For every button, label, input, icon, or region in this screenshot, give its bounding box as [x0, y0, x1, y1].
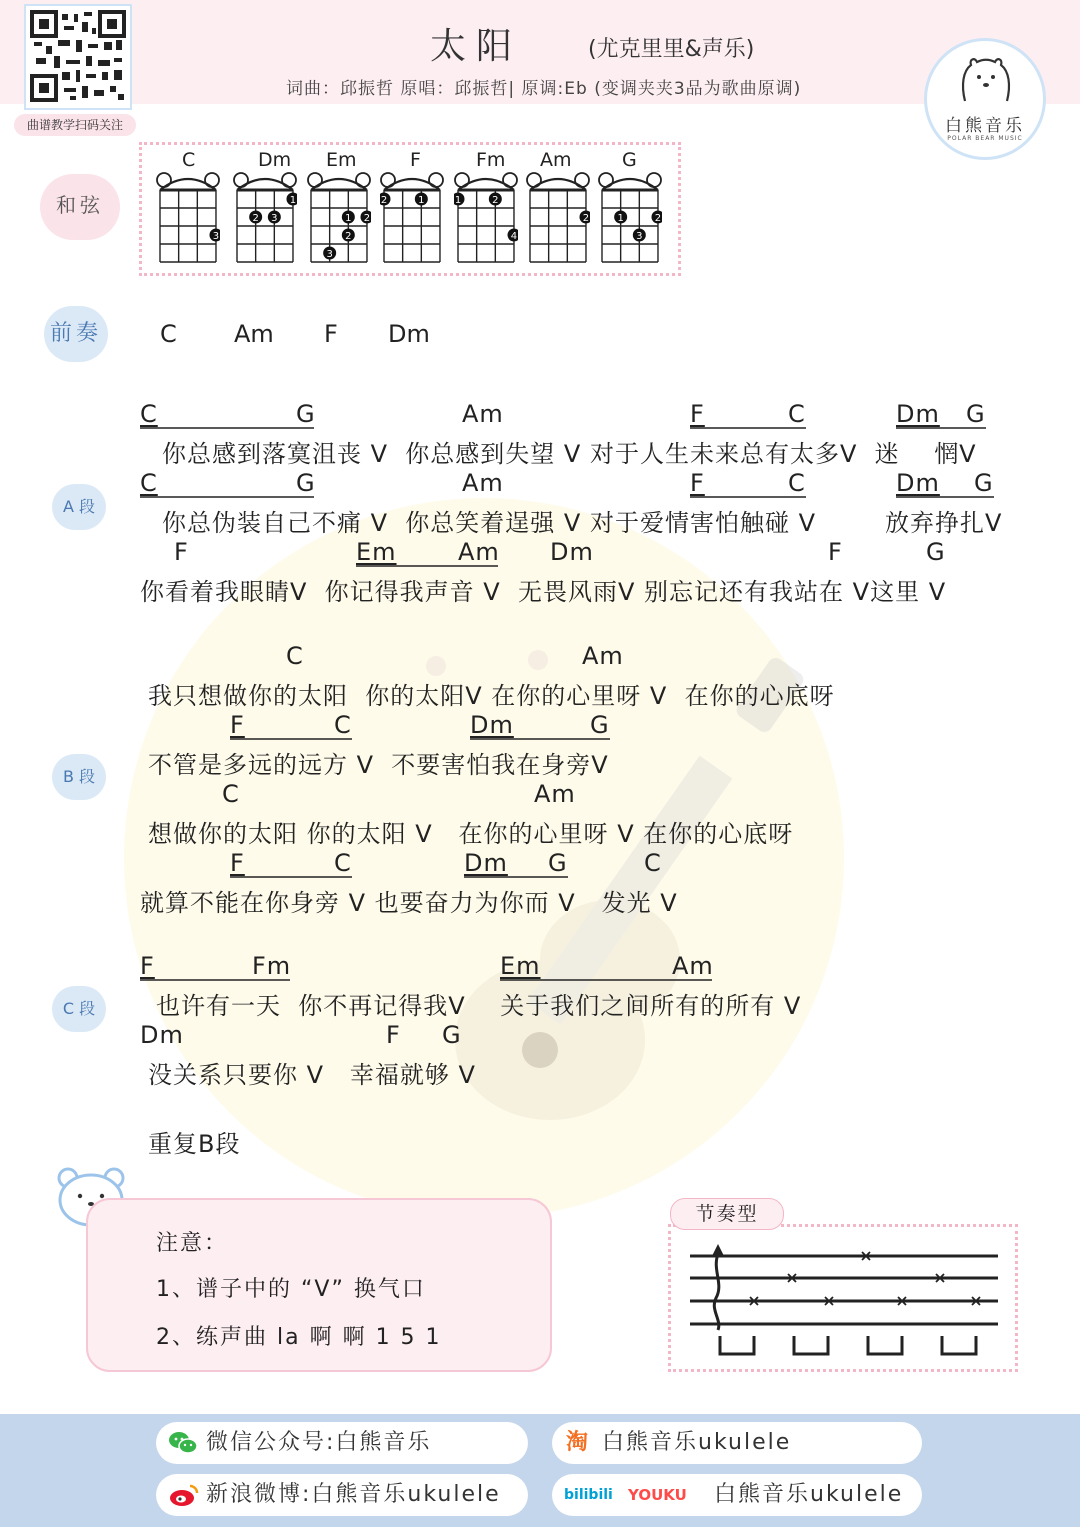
notes-item-2: 2、练声曲 la 啊 啊 1 5 1 [156, 1325, 442, 1350]
taobao-text: 白熊音乐ukulele [602, 1430, 792, 1455]
chord: Am [582, 642, 624, 670]
logo-name: 白熊音乐 [945, 116, 1025, 136]
svg-text:2: 2 [252, 213, 259, 224]
chord: F [174, 538, 189, 566]
section-c-label: C 段 [52, 986, 106, 1032]
notes-item-1: 1、谱子中的 “V” 换气口 [156, 1277, 426, 1302]
chord-name-g: G [622, 149, 637, 171]
chord: Dm [896, 469, 940, 497]
svg-text:3: 3 [326, 249, 333, 260]
chord: F [690, 469, 705, 497]
chord: G [966, 400, 986, 428]
chord: Dm [470, 711, 514, 739]
chord: C [140, 469, 158, 497]
chord: C [286, 642, 304, 670]
chord-diagram-em [307, 170, 371, 264]
lyric-line: 我只想做你的太阳 你的太阳V 在你的心里呀 V 在你的心底呀 [148, 682, 835, 710]
chord-diagram-fm [454, 170, 518, 264]
svg-text:2: 2 [582, 213, 590, 224]
wechat-text: 微信公众号:白熊音乐 [206, 1430, 432, 1455]
chord-section-label: 和弦 [40, 174, 120, 240]
chord: G [926, 538, 946, 566]
svg-text:1: 1 [345, 213, 352, 224]
chord: C [140, 400, 158, 428]
polar-bear-icon [957, 55, 1015, 105]
svg-text:3: 3 [636, 231, 643, 242]
chord: Am [462, 469, 504, 497]
chord: Am [462, 400, 504, 428]
svg-text:3: 3 [271, 213, 278, 224]
repeat-note: 重复B段 [148, 1130, 241, 1158]
chord: F [230, 711, 245, 739]
lyric-line: 想做你的太阳 你的太阳 V 在你的心里呀 V 在你的心底呀 [148, 820, 794, 848]
chord: Am [458, 538, 500, 566]
chord: Dm [464, 849, 508, 877]
chord: C [788, 400, 806, 428]
lyric-line: 也许有一天 你不再记得我V 关于我们之间所有的所有 V [156, 992, 802, 1020]
weibo-text: 新浪微博:白熊音乐ukulele [206, 1482, 501, 1507]
chord: F [828, 538, 843, 566]
chord: Dm [550, 538, 594, 566]
svg-text:4: 4 [510, 231, 518, 242]
logo-subtitle: POLAR BEAR MUSIC [947, 135, 1023, 142]
chord: F [690, 400, 705, 428]
svg-text:2: 2 [654, 213, 662, 224]
chord: Am [534, 780, 576, 808]
lyric-line: 你总感到落寞沮丧 V 你总感到失望 V 对于人生未来总有太多V 迷 惘V [162, 440, 977, 468]
intro-chord-2: Am [234, 320, 274, 348]
chord: G [296, 469, 316, 497]
svg-text:1: 1 [418, 195, 425, 206]
chord: F [386, 1021, 401, 1049]
notes-title: 注意： [156, 1231, 229, 1256]
chord-name-dm: Dm [258, 149, 292, 171]
chord-diagram-dm [233, 170, 297, 264]
video-link[interactable] [552, 1474, 922, 1516]
wechat-link[interactable] [156, 1422, 528, 1464]
section-b-label: B 段 [52, 754, 106, 800]
lyric-line: 你总伪装自己不痛 V 你总笑着逞强 V 对于爱情害怕触碰 V 放弃挣扎V [162, 509, 1003, 537]
chord: F [140, 952, 155, 980]
rhythm-label: 节奏型 [670, 1198, 784, 1230]
chord: Dm [896, 400, 940, 428]
chord: Fm [252, 952, 292, 980]
intro-label: 前奏 [44, 306, 108, 362]
chord: G [442, 1021, 462, 1049]
weibo-icon [168, 1482, 200, 1508]
brand-logo[interactable] [924, 38, 1046, 160]
lyric-line: 你看着我眼睛V 你记得我声音 V 无畏风雨V 别忘记还有我站在 V这里 V [140, 578, 947, 606]
taobao-icon: 淘 [566, 1430, 591, 1455]
svg-text:2: 2 [492, 195, 499, 206]
chord: F [230, 849, 245, 877]
rhythm-pattern-diagram [686, 1240, 1006, 1360]
chord: Em [356, 538, 397, 566]
song-credits: 词曲：邱振哲 原唱：邱振哲| 原调:Eb (变调夹夹3品为歌曲原调) [286, 79, 802, 99]
chord: C [334, 849, 352, 877]
chord-name-f: F [410, 149, 421, 171]
section-a-label: A 段 [52, 484, 106, 530]
lyric-line: 就算不能在你身旁 V 也要奋力为你而 V 发光 V [140, 889, 678, 917]
chord: G [974, 469, 994, 497]
chord: G [548, 849, 568, 877]
chord-diagram-f [380, 170, 444, 264]
chord-diagram-am [526, 170, 590, 264]
intro-chord-4: Dm [388, 320, 430, 348]
chord-diagram-g [598, 170, 662, 264]
qr-label: 曲谱教学扫码关注 [14, 114, 136, 136]
intro-chord-1: C [160, 320, 177, 348]
svg-text:3: 3 [212, 231, 220, 242]
svg-text:2: 2 [380, 195, 388, 206]
wechat-icon [168, 1430, 198, 1456]
chord: Em [500, 952, 541, 980]
chord-diagram-c [156, 170, 220, 264]
chord: C [222, 780, 240, 808]
qr-code-icon [30, 10, 126, 102]
lyric-line: 不管是多远的远方 V 不要害怕我在身旁V [148, 751, 609, 779]
chord: G [590, 711, 610, 739]
qr-code[interactable] [24, 4, 132, 110]
svg-text:1: 1 [454, 195, 462, 206]
intro-chord-3: F [324, 320, 338, 348]
taobao-link[interactable] [552, 1422, 922, 1464]
chord-name-am: Am [540, 149, 572, 171]
song-subtitle: (尤克里里&声乐) [588, 37, 755, 62]
chord: C [644, 849, 662, 877]
svg-text:1: 1 [617, 213, 624, 224]
chord: C [334, 711, 352, 739]
lyric-line: 没关系只要你 V 幸福就够 V [148, 1061, 476, 1089]
video-text: 白熊音乐ukulele [714, 1482, 904, 1507]
song-title: 太阳 [430, 26, 523, 67]
chord: G [296, 400, 316, 428]
chord-name-c: C [182, 149, 196, 171]
chord: Am [672, 952, 714, 980]
svg-text:2: 2 [363, 213, 371, 224]
youku-icon: YOUKU [628, 1486, 687, 1504]
chord-name-em: Em [326, 149, 357, 171]
chord: Dm [140, 1021, 184, 1049]
svg-text:2: 2 [345, 231, 352, 242]
chord: C [788, 469, 806, 497]
chord-name-fm: Fm [476, 149, 506, 171]
svg-text:1: 1 [289, 195, 297, 206]
bilibili-icon: bilibili [564, 1487, 613, 1503]
weibo-link[interactable] [156, 1474, 528, 1516]
